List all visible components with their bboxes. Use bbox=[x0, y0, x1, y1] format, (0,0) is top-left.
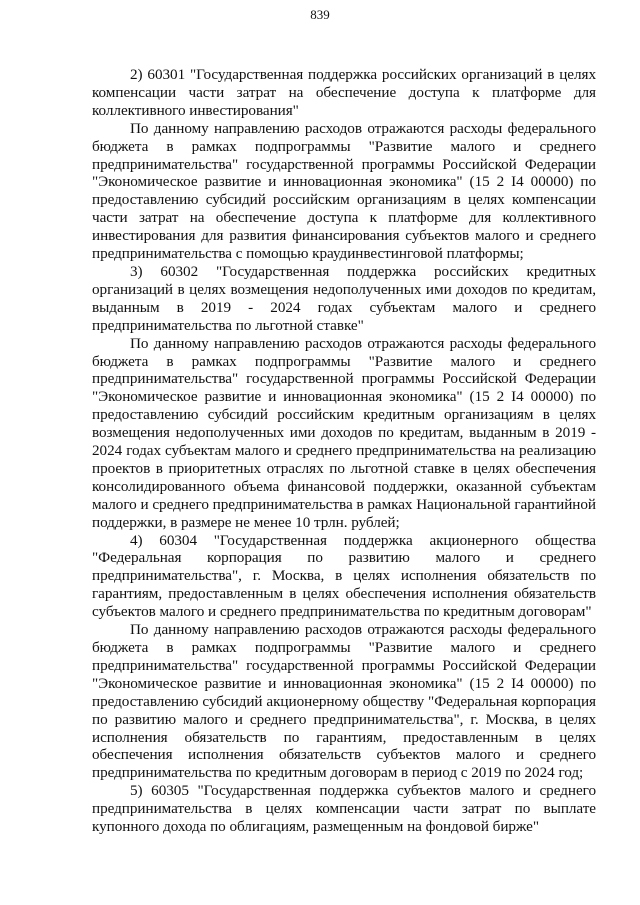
paragraph-item-60302-description: По данному направлению расходов отражаются расходы федерального бюджета в рамках подпрограммы "Развитие малого и среднего предпринимательства" государственной программы Российской Федерации "Экономическое развитие и инновационная экономика" (15 2 I4 00000) по предоставлению субсидий российским кредитным организациям в целях возмещения недополученных ими доходов по кредитам, выданным в 2019 - 2024 годах субъектам малого и среднего предпринимательства на реализацию проектов в приоритетных отраслях по льготной ставке в целях обеспечения консолидированного объема финансовой поддержки, оказанной субъектам малого и среднего предпринимательства в рамках Национальной гарантийной поддержки, в размере не менее 10 трлн. рублей; bbox=[92, 334, 596, 531]
page-number: 839 bbox=[310, 7, 330, 22]
paragraph-item-60302-heading: 3) 60302 "Государственная поддержка российских кредитных организаций в целях возмещения недополученных ими доходов по кредитам, выданным в 2019 - 2024 годах субъектам малого и среднего предпринимательства по льготной ставке" bbox=[92, 262, 596, 334]
paragraph-item-60304-heading: 4) 60304 "Государственная поддержка акционерного общества "Федеральная корпорация по развитию малого и среднего предпринимательства", г. Москва, в целях исполнения обязательств по гарантиям, предоставленным в целях обеспечения исполнения обязательств субъектов малого и среднего предпринимательства по кредитным договорам" bbox=[92, 531, 596, 621]
paragraph-item-60304-description: По данному направлению расходов отражаются расходы федерального бюджета в рамках подпрограммы "Развитие малого и среднего предпринимательства" государственной программы Российской Федерации "Экономическое развитие и инновационная экономика" (15 2 I4 00000) по предоставлению субсидий акционерному обществу "Федеральная корпорация по развитию малого и среднего предпринимательства", г. Москва, в целях исполнения обязательств по гарантиям, предоставленным в целях обеспечения исполнения обязательств субъектов малого и среднего предпринимательства по кредитным договорам в период с 2019 по 2024 год; bbox=[92, 621, 596, 782]
document-body bbox=[92, 66, 596, 836]
paragraph-item-60305-heading: 5) 60305 "Государственная поддержка субъектов малого и среднего предпринимательства в целях компенсации части затрат по выплате купонного дохода по облигациям, размещенным на фондовой бирже" bbox=[92, 782, 596, 836]
paragraph-item-60301-description: По данному направлению расходов отражаются расходы федерального бюджета в рамках подпрограммы "Развитие малого и среднего предпринимательства" государственной программы Российской Федерации "Экономическое развитие и инновационная экономика" (15 2 I4 00000) по предоставлению субсидий российским организациям в целях компенсации части затрат на обеспечение доступа к платформе для коллективного инвестирования для развития финансирования субъектов малого и среднего предпринимательства с помощью краудинвестинговой платформы; bbox=[92, 119, 596, 263]
paragraph-item-60301-heading: 2) 60301 "Государственная поддержка российских организаций в целях компенсации части затрат на обеспечение доступа к платформе для коллективного инвестирования" bbox=[92, 66, 596, 119]
